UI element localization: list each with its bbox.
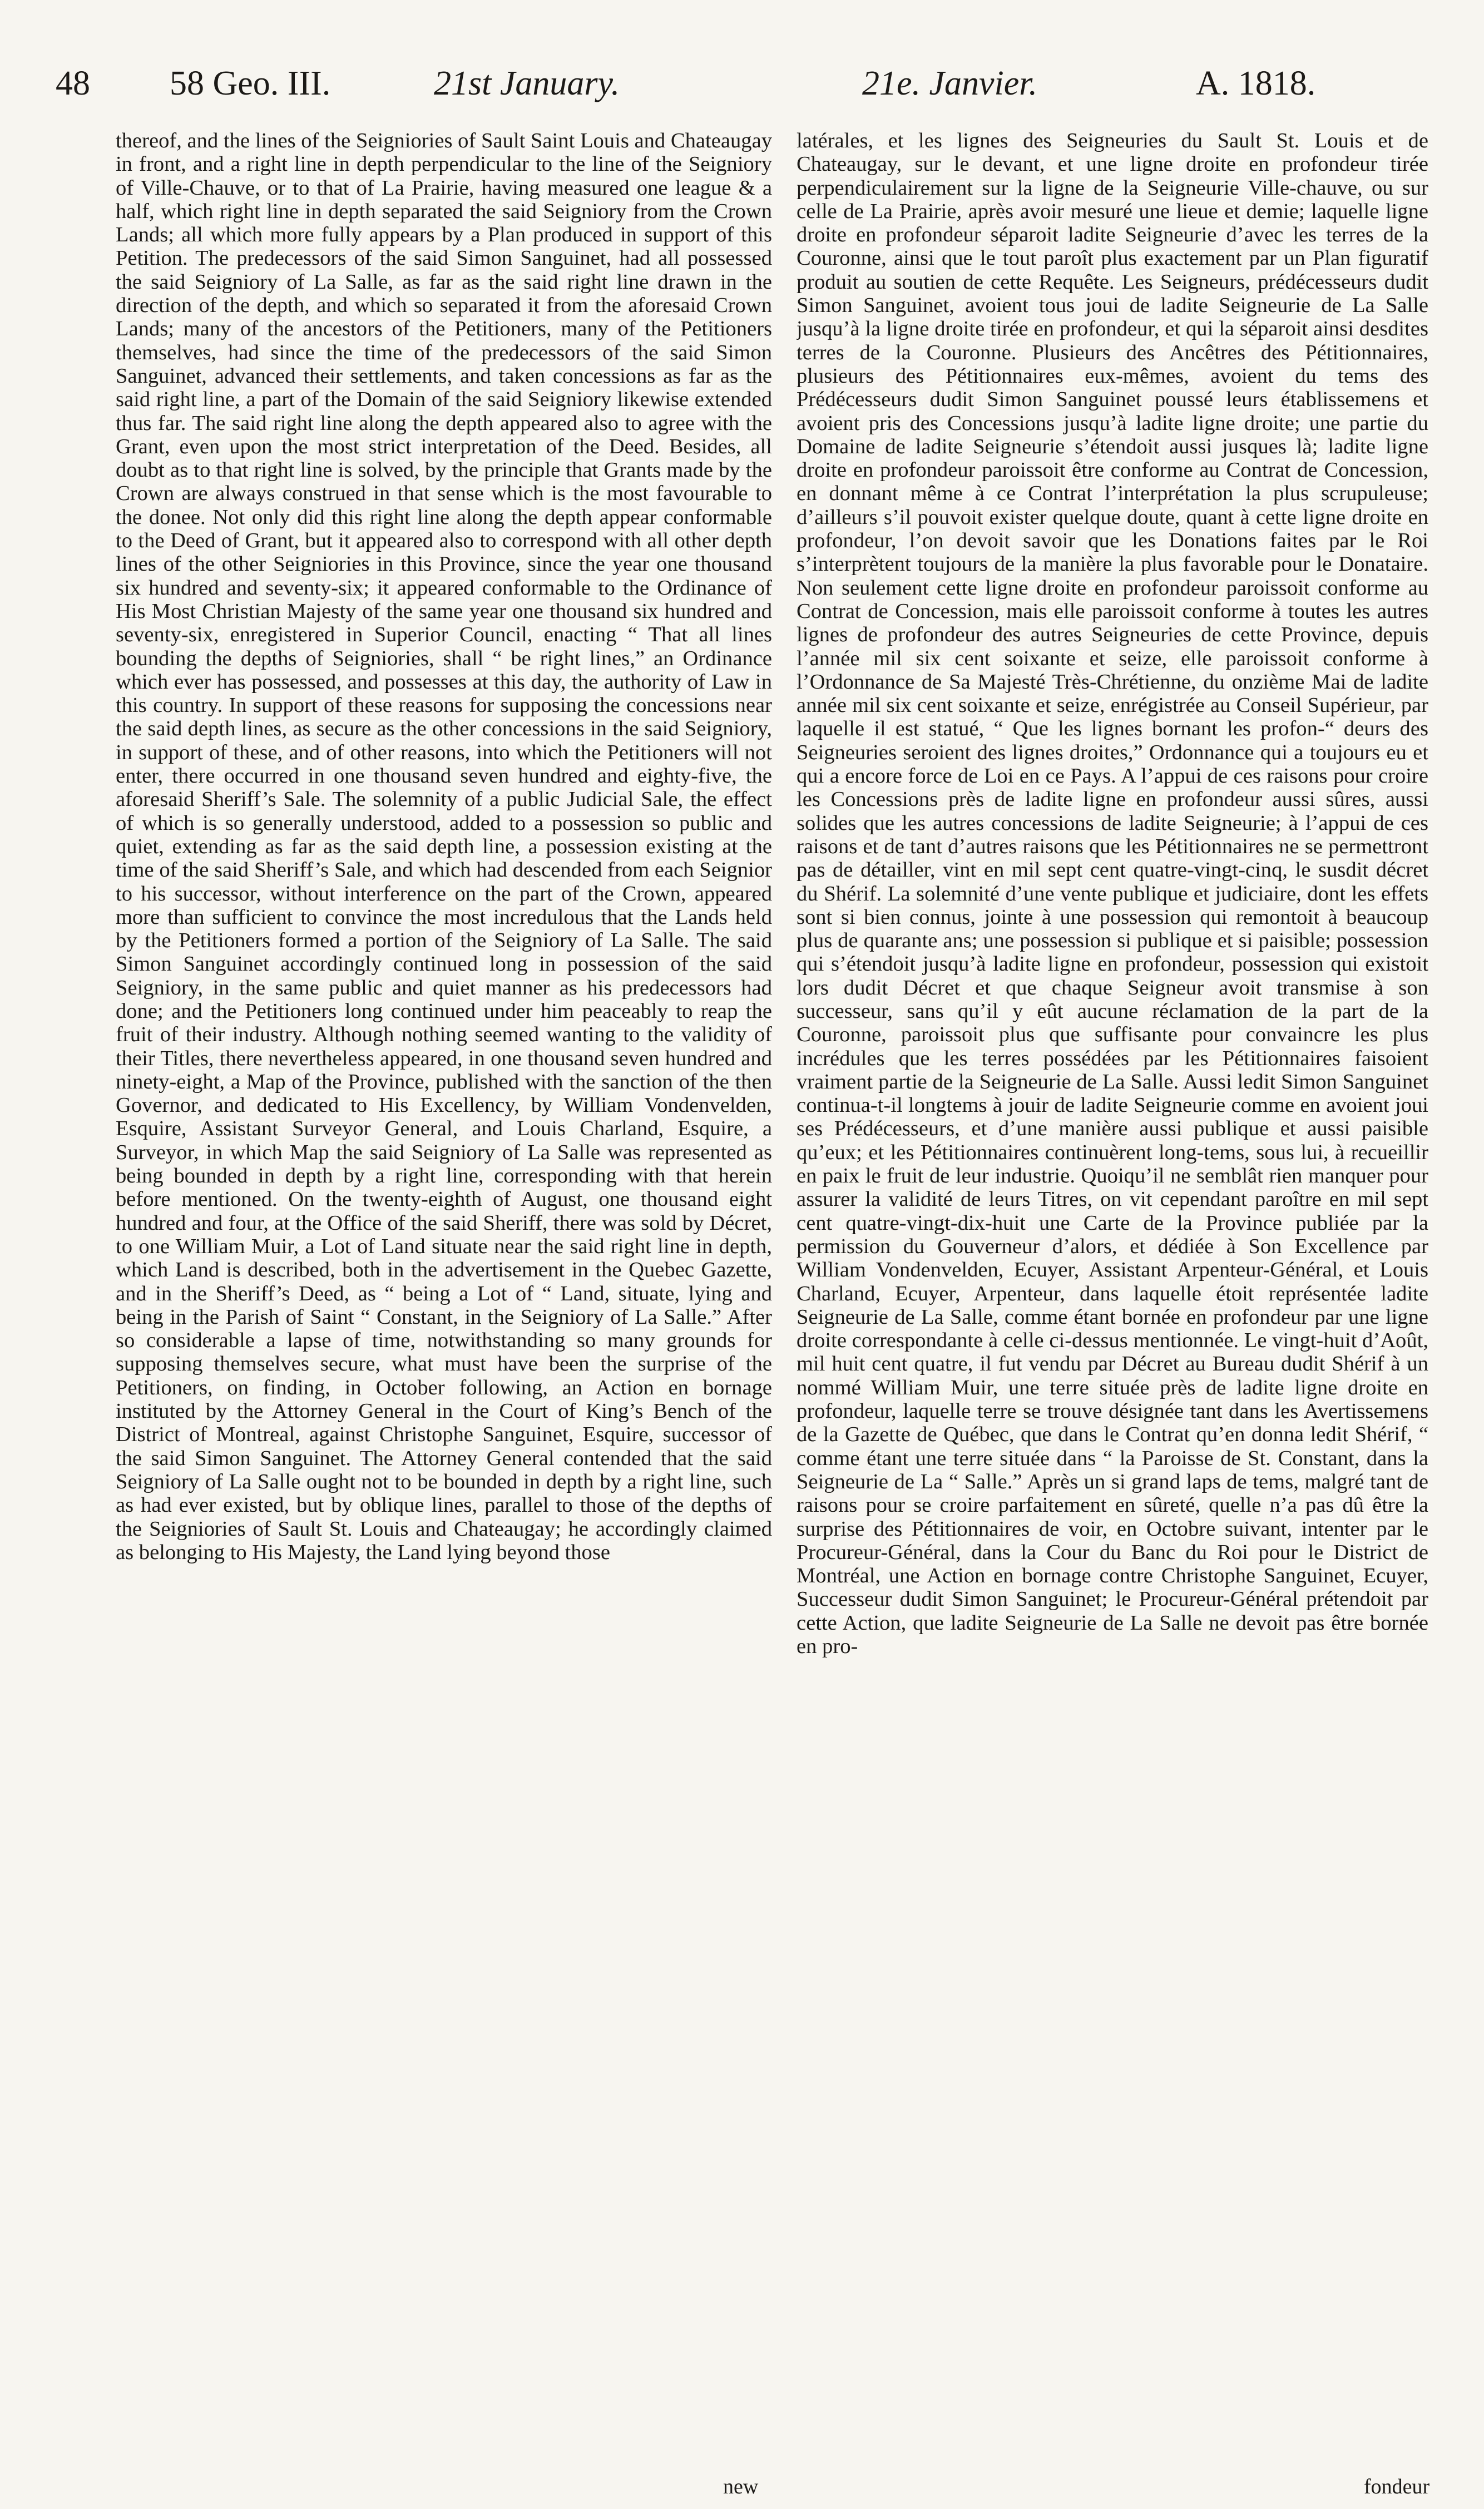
catchword-french: fondeur xyxy=(1364,2475,1430,2498)
page-number: 48 xyxy=(56,65,90,102)
date-french: 21e. Janvier. xyxy=(862,65,1038,102)
catchword-english: new xyxy=(723,2475,759,2498)
running-header xyxy=(56,50,1402,117)
session-label: 58 Geo. III. xyxy=(170,65,331,102)
year-french: A. 1818. xyxy=(1196,65,1316,102)
english-column xyxy=(116,129,772,2465)
french-text: latérales, et les lignes des Seigneuries du Sault St. Louis et de Chateaugay, sur le devant, et une ligne droite en profondeur tirée perpendiculairement sur la ligne de la Seigneurie Ville-chauve, ou sur celle de La Prairie, après avoir mesuré une lieue et demie; laquelle ligne droite en profondeur séparoit ladite Seigneurie d’avec les terres de la Couronne, ainsi que le tout paroît plus exactement par un Plan figuratif produit au soutien de cette Requête. Les Seigneurs, prédécesseurs dudit Simon Sanguinet, avoient tous joui de ladite Seigneurie de La Salle jusqu’à la ligne droite tirée en profondeur, et qui la séparoit ainsi desdites terres de la Couronne. Plusieurs des Ancêtres des Pétitionnaires, plusieurs des Pétitionnaires eux-mêmes, avoient du tems des Prédécesseurs dudit Simon Sanguinet poussé leurs établissemens et avoient pris des Concessions jusqu’à ladite ligne droite; une partie du Domaine de ladite Seigneurie s’étendoit aussi jusques là; ladite ligne droite en profondeur paroissoit être conforme au Contrat de Concession, en donnant même à ce Contrat l’interprétation la plus scrupuleuse; d’ailleurs s’il pouvoit exister quelque doute, quant à cette ligne droite en profondeur, l’on devoit savoir que les Donations faites par le Roi s’interprètent toujours de la manière la plus favorable pour le Donataire. Non seulement cette ligne droite en profondeur paroissoit conforme au Contrat de Concession, mais elle paroissoit conforme à toutes les autres lignes de profondeur des autres Seigneuries de cette Province, depuis l’année mil six cent soixante et seize, elle paroissoit conforme à l’Ordonnance de Sa Majesté Très-Chrétienne, du onzième Mai de ladite année mil six cent soixante et seize, enrégistrée au Conseil Supérieur, par laquelle il est statué, “ Que les lignes bornant les profon-“ deurs des Seigneuries seroient des lignes droites,” Ordonnance qui a toujours eu et qui a encore force de Loi en ce Pays. A l’appui de ces raisons pour croire les Concessions près de ladite ligne en profondeur aussi sûres, aussi solides que les autres concessions de ladite Seigneurie; à l’appui de ces raisons et de tant d’autres raisons que les Pétitionnaires ne se permettront pas de détailler, vint en mil sept cent quatre-vingt-cinq, le susdit décret du Shérif. La solemnité d’une vente publique et judiciaire, dont les effets sont si bien connus, jointe à une possession qui remontoit à beaucoup plus de quarante ans; une possession si publique et si paisible; possession qui s’étendoit jusqu’à ladite ligne en profondeur, possession qui existoit lors dudit Décret et que chaque Seigneur avoit transmise à son successeur, sans qu’il y eût aucune réclamation de la part de la Couronne, paroissoit plus que suffisante pour convaincre les plus incrédules que les terres possédées par les Pétitionnaires faisoient vraiment partie de la Seigneurie de La Salle. Aussi ledit Simon Sanguinet continua-t-il longtems à jouir de ladite Seigneurie comme en avoient joui ses Prédécesseurs, et d’une manière aussi publique et aussi paisible qu’eux; et les Pétitionnaires continuèrent long-tems, sous lui, à recueillir en paix le fruit de leur industrie. Quoiqu’il ne semblât rien manquer pour assurer la validité de leurs Titres, on vit cependant paroître en mil sept cent quatre-vingt-dix-huit une Carte de la Province publiée par la permission du Gouverneur d’alors, et dédiée à Son Excellence par William Vondenvelden, Ecuyer, Assistant Arpenteur-Général, et Louis Charland, Ecuyer, Arpenteur, dans laquelle étoit représentée ladite Seigneurie de La Salle, comme étant bornée en profondeur par une ligne droite correspondante à celle ci-dessus mentionnée. Le vingt-huit d’Août, mil huit cent quatre, il fut vendu par Décret au Bureau dudit Shérif à un nommé William Muir, une terre située près de ladite ligne droite en profondeur, laquelle terre se trouve désignée tant dans les Avertissemens de la Gazette de Québec, que dans le Contrat qu’en donna ledit Shérif, “ comme étant une terre située dans “ la Paroisse de St. Constant, dans la Seigneurie de La “ Salle.” Après un si grand laps de tems, malgré tant de raisons pour se croire parfaitement en sûreté, quelle n’a pas dû être la surprise des Pétitionnaires de voir, en Octobre suivant, intenter par le Procureur-Général, dans la Cour du Banc du Roi pour le District de Montréal, une Action en bornage contre Christophe Sanguinet, Ecuyer, Successeur dudit Simon Sanguinet; le Procureur-Général prétendoit par cette Action, que ladite Seigneurie de La Salle ne devoit pas être bornée en pro- xyxy=(797,129,1428,1658)
date-english: 21st January. xyxy=(434,65,620,102)
english-text: thereof, and the lines of the Seigniories of Sault Saint Louis and Chateaugay in front, and a right line in depth perpendicular to the line of the Seigniory of Ville-Chauve, or to that of La Prairie, having measured one league & a half, which right line in depth separated the said Seigniory from the Crown Lands; all which more fully appears by a Plan produced in support of this Petition. The predecessors of the said Simon Sanguinet, had all possessed the said Seigniory of La Salle, as far as the said right line drawn in the direction of the depth, and which so separated it from the aforesaid Crown Lands; many of the ancestors of the Petitioners, many of the Petitioners themselves, had since the time of the predecessors of the said Simon Sanguinet, advanced their settlements, and taken concessions as far as the said right line, a part of the Domain of the said Seigniory likewise extended thus far. The said right line along the depth appeared also to agree with the Grant, even upon the most strict interpretation of the Deed. Besides, all doubt as to that right line is solved, by the principle that Grants made by the Crown are always construed in that sense which is the most favourable to the donee. Not only did this right line along the depth appear conformable to the Deed of Grant, but it appeared also to correspond with all other depth lines of the other Seigniories in this Province, since the year one thousand six hundred and seventy-six; it appeared conformable to the Ordinance of His Most Christian Majesty of the same year one thousand six hundred and seventy-six, enregistered in Superior Council, enacting “ That all lines bounding the depths of Seigniories, shall “ be right lines,” an Ordinance which ever has possessed, and possesses at this day, the authority of Law in this country. In support of these reasons for supposing the concessions near the said depth lines, as secure as the other concessions in the said Seigniory, in support of these, and of other reasons, into which the Petitioners will not enter, there occurred in one thousand seven hundred and eighty-five, the aforesaid Sheriff’s Sale. The solemnity of a public Judicial Sale, the effect of which is so generally understood, added to a possession so public and quiet, extending as far as the said depth line, a possession existing at the time of the said Sheriff’s Sale, and which had descended from each Seignior to his successor, without interference on the part of the Crown, appeared more than sufficient to convince the most incredulous that the Lands held by the Petitioners formed a portion of the Seigniory of La Salle. The said Simon Sanguinet accordingly continued long in possession of the said Seigniory, in the same public and quiet manner as his predecessors had done; and the Petitioners long continued under him peaceably to reap the fruit of their industry. Although nothing seemed wanting to the validity of their Titles, there nevertheless appeared, in one thousand seven hundred and ninety-eight, a Map of the Province, published with the sanction of the then Governor, and dedicated to His Excellency, by William Vondenvelden, Esquire, Assistant Surveyor General, and Louis Charland, Esquire, a Surveyor, in which Map the said Seigniory of La Salle was represented as being bounded in depth by a right line, corresponding with that herein before mentioned. On the twenty-eighth of August, one thousand eight hundred and four, at the Office of the said Sheriff, there was sold by Décret, to one William Muir, a Lot of Land situate near the said right line in depth, which Land is described, both in the advertisement in the Quebec Gazette, and in the Sheriff’s Deed, as “ being a Lot of “ Land, situate, lying and being in the Parish of Saint “ Constant, in the Seigniory of La Salle.” After so considerable a lapse of time, notwithstanding so many grounds for supposing themselves secure, what must have been the surprise of the Petitioners, on finding, in October following, an Action en bornage instituted by the Attorney General in the Court of King’s Bench of the District of Montreal, against Christophe Sanguinet, Esquire, successor of the said Simon Sanguinet. The Attorney General contended that the said Seigniory of La Salle ought not to be bounded in depth by a right line, such as had ever existed, but by oblique lines, parallel to those of the depths of the Seigniories of Sault St. Louis and Chateaugay; he accordingly claimed as belonging to His Majesty, the Land lying beyond those xyxy=(116,129,772,1564)
french-column xyxy=(797,129,1428,2465)
